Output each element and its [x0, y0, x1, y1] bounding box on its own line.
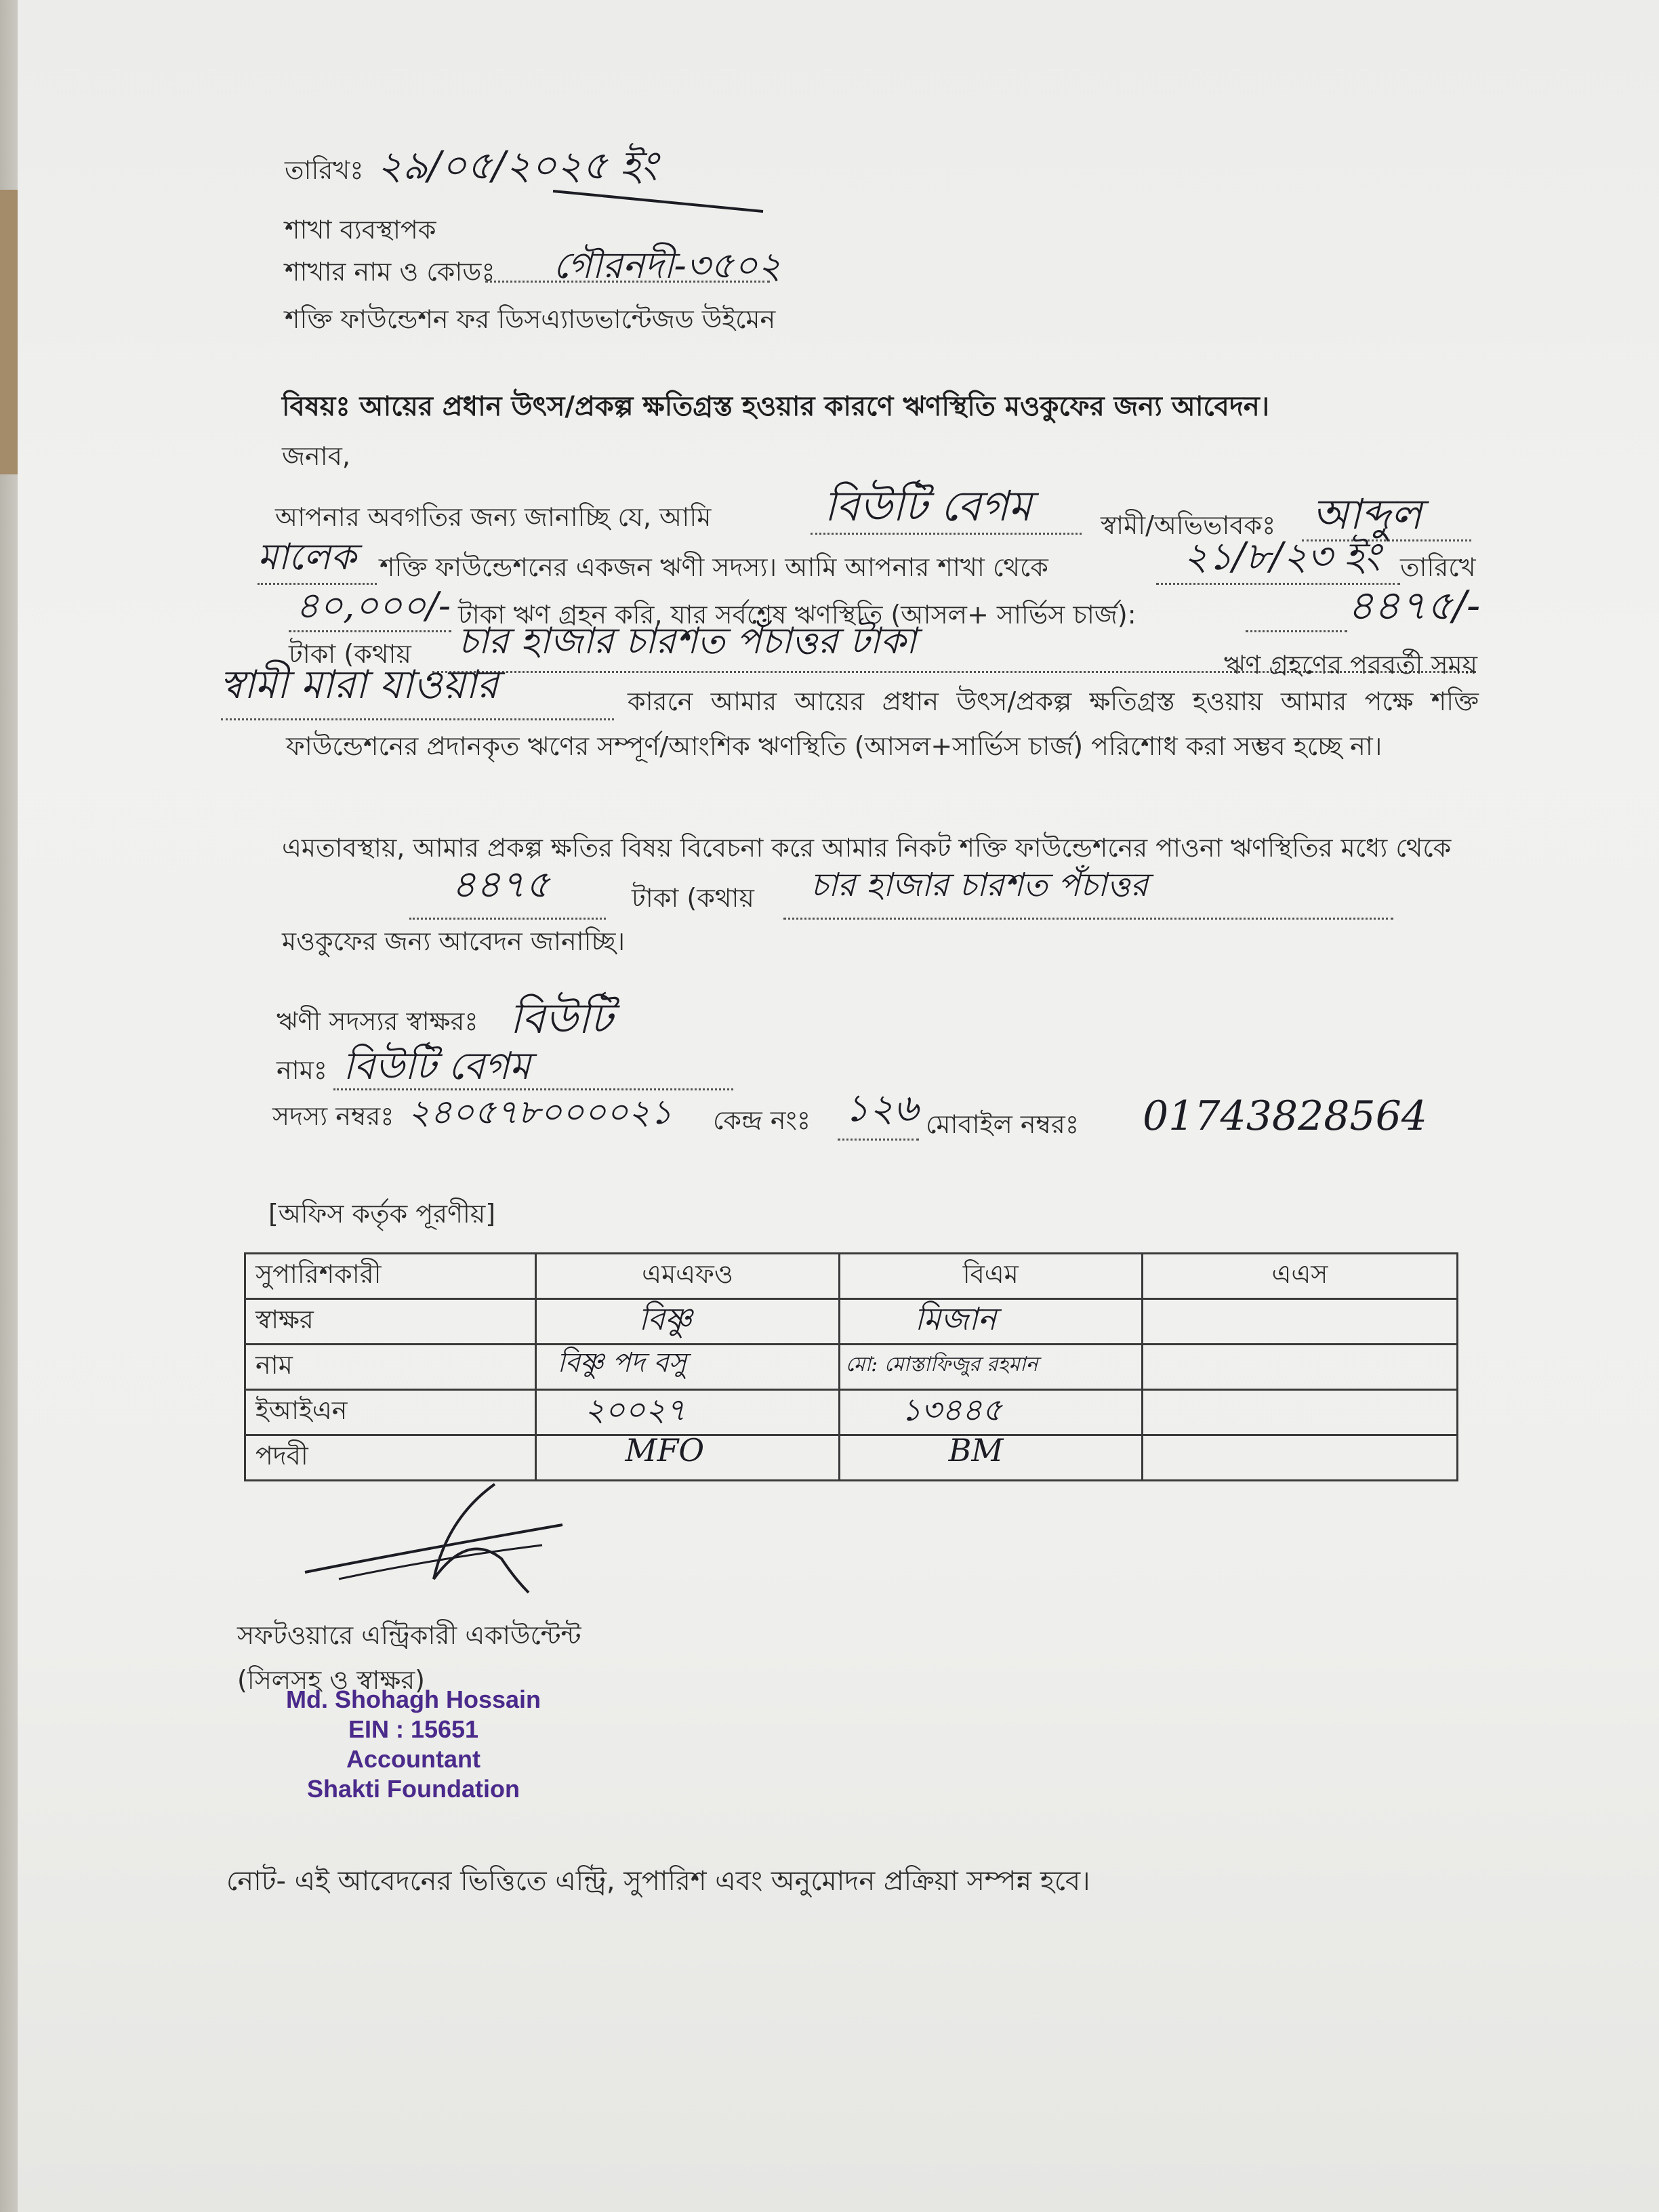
para2-text: এমতাবস্থায়, আমার প্রকল্প ক্ষতির বিষয় বিবেচনা করে আমার নিকট শক্তি ফাউন্ডেশনের পাওনা ঋণস্থিতির মধ্যে থেকে — [282, 833, 1452, 863]
date-value: ২৯/০৫/২০২৫ ইং — [377, 142, 658, 188]
as-cell — [1142, 1390, 1457, 1435]
table-row — [245, 1299, 1458, 1345]
accountant-title: সফটওয়ারে এন্ট্রিকারী একাউন্টেন্ট — [237, 1620, 581, 1650]
stamp-ein: EIN : 15651 — [348, 1715, 479, 1743]
mfo-ein: ২০০২৭ — [584, 1391, 686, 1428]
bm-ein: ১৩৪৪৫ — [901, 1391, 1002, 1428]
stamp-role: Accountant — [346, 1745, 480, 1773]
guardian-name-handwritten: আব্দুল — [1312, 489, 1422, 539]
row-label: ইআইএন — [245, 1390, 536, 1435]
para2-words-label: টাকা (কথায় — [632, 883, 754, 913]
date-suffix: তারিখে — [1400, 552, 1476, 582]
para1-words-label: টাকা (কথায় — [289, 639, 411, 669]
member-no-label: সদস্য নম্বরঃ — [272, 1101, 394, 1131]
mfo-cell — [536, 1432, 839, 1481]
date-underline-stroke — [546, 178, 777, 218]
header-cell: বিএম — [839, 1254, 1142, 1299]
loan-date-handwritten: ২১/৮/২৩ ইং — [1183, 535, 1380, 579]
center-no-label: কেন্দ্র নংঃ — [713, 1105, 811, 1135]
header-cell: এএস — [1142, 1254, 1457, 1299]
stamp-name: Md. Shohagh Hossain — [285, 1685, 541, 1713]
mfo-cell — [536, 1345, 839, 1390]
date-label: তারিখঃ — [285, 155, 364, 185]
loan-amount-handwritten: ৪০,০০০/- — [295, 584, 451, 627]
as-cell — [1142, 1345, 1457, 1390]
as-cell — [1142, 1299, 1457, 1345]
mobile-label: মোবাইল নম্বরঃ — [926, 1109, 1080, 1139]
para2-closing: মওকুফের জন্য আবেদন জানাচ্ছি। — [282, 926, 626, 956]
header-cell: সুপারিশকারী — [245, 1254, 536, 1299]
accountant-signature — [298, 1477, 583, 1599]
as-cell — [1142, 1435, 1457, 1481]
para1-membership: শক্তি ফাউন্ডেশনের একজন ঋণী সদস্য। আমি আপনার শাখা থেকে — [380, 552, 1048, 582]
footer-note: নোট- এই আবেদনের ভিত্তিতে এন্ট্রি, সুপারিশ এবং অনুমোদন প্রক্রিয়া সম্পন্ন হবে। — [226, 1866, 1090, 1897]
mfo-designation: MFO — [625, 1432, 705, 1469]
bm-designation: BM — [948, 1432, 1004, 1469]
mfo-signature: বিষ্ণু — [638, 1300, 693, 1337]
mfo-cell — [536, 1299, 839, 1345]
salutation: জনাব, — [282, 441, 350, 471]
balance-handwritten: ৪৪৭৫/- — [1347, 582, 1481, 630]
bm-cell — [839, 1345, 1142, 1390]
bm-signature: মিজান — [914, 1300, 997, 1337]
member-sig-label: ঋণী সদস্যর স্বাক্ষরঃ — [276, 1006, 478, 1036]
para1-after-loan: ঋণ গ্রহণের পরবর্তী সময় — [1224, 650, 1478, 680]
reason-handwritten: স্বামী মারা যাওয়ার — [220, 661, 499, 708]
subject-line: বিষয়ঃ আয়ের প্রধান উৎস/প্রকল্প ক্ষতিগ্রস্ত হওয়ার কারণে ঋণস্থিতি মওকুফের জন্য আবেদন। — [282, 391, 1270, 422]
bm-cell — [839, 1432, 1142, 1481]
balance-dots — [1246, 610, 1347, 632]
accountant-seal-label: (সিলসহ ও স্বাক্ষর) — [237, 1665, 425, 1695]
bm-name: মো: মোস্তাফিজুর রহমান — [845, 1353, 1038, 1376]
organization-name: শক্তি ফাউন্ডেশন ফর ডিসএ্যাডভান্টেজড উইমেন — [285, 304, 776, 334]
branch-name-value: গৌরনদী-৩৫০২ — [553, 244, 782, 287]
row-label: নাম — [245, 1345, 536, 1390]
member-name-label: নামঃ — [276, 1055, 328, 1085]
stamp-org: Shakti Foundation — [307, 1775, 520, 1803]
balance-words-handwritten: চার হাজার চারশত পঁচাত্তর টাকা — [458, 619, 917, 662]
mobile-value: 01743828564 — [1143, 1092, 1427, 1140]
para1-reason-text: কারনে আমার আয়ের প্রধান উৎস/প্রকল্প ক্ষতিগ্রস্ত হওয়ায় আমার পক্ষে শক্তি ফাউন্ডেশনের প্রদানকৃত ঋণের সম্পূর্ণ/আংশিক ঋণস্থিতি (আসল+সার্ভিস চার্জ) পরিশোধ করা সম্ভব হচ্ছে না। — [286, 687, 1479, 761]
mfo-cell — [536, 1390, 839, 1435]
member-name-value: বিউটি বেগম — [343, 1044, 531, 1088]
member-name-handwritten: বিউটি বেগম — [824, 481, 1032, 531]
guardian-label: স্বামী/অভিভাবকঃ — [1101, 510, 1276, 540]
table-row — [245, 1390, 1458, 1435]
para1-loan-text: টাকা ঋণ গ্রহন করি, যার সর্বশেষ ঋণস্থিতি (আসল+ সার্ভিস চার্জ): — [458, 600, 1136, 630]
header-cell: এমএফও — [536, 1254, 839, 1299]
office-recommendation-table — [244, 1252, 1458, 1481]
mfo-name: বিষ্ণু পদ বসু — [557, 1347, 687, 1378]
guardian-name-line2: মালেক — [258, 535, 356, 578]
para2-amount-handwritten: ৪৪৭৫ — [451, 863, 550, 907]
member-sig-value: বিউটি — [510, 994, 613, 1043]
desk-wood-strip — [0, 190, 18, 474]
bm-cell — [839, 1390, 1142, 1435]
center-no-value: ১২৬ — [844, 1086, 919, 1130]
branch-manager-label: শাখা ব্যবস্থাপক — [285, 215, 436, 245]
para2-words-handwritten: চার হাজার চারশত পঁচাত্তর — [811, 866, 1149, 904]
row-label: পদবী — [245, 1435, 536, 1481]
row-label: স্বাক্ষর — [245, 1299, 536, 1345]
para1-intro: আপনার অবগতির জন্য জানাচ্ছি যে, আমি — [275, 502, 712, 532]
member-no-value: ২৪০৫৭৮০০০০২১ — [408, 1092, 672, 1132]
table-header-row — [245, 1254, 1458, 1299]
table-row — [245, 1435, 1458, 1481]
branch-name-label: শাখার নাম ও কোডঃ — [285, 257, 495, 287]
accountant-stamp — [285, 1685, 542, 1804]
table-row — [245, 1345, 1458, 1390]
loan-amount-dots — [289, 610, 451, 632]
office-caption: [অফিস কর্তৃক পূরণীয়] — [268, 1199, 496, 1229]
bm-cell — [839, 1299, 1142, 1345]
